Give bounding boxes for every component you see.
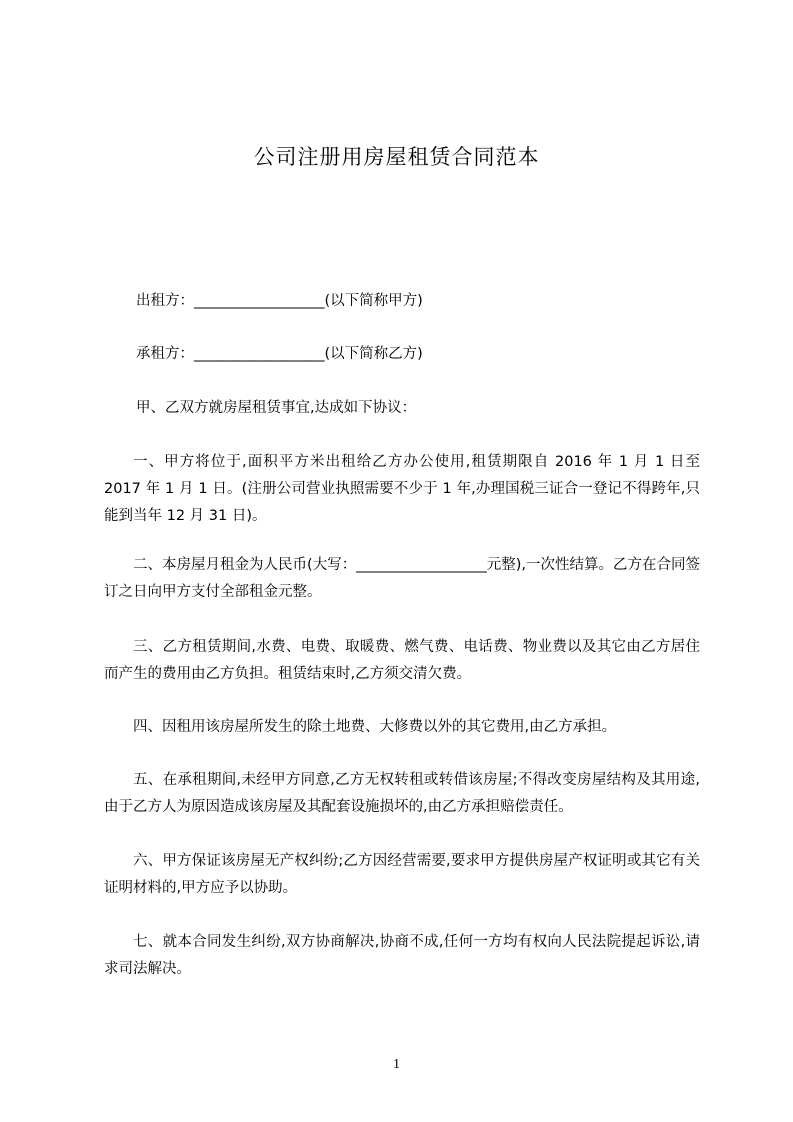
clause-5: 五、在承租期间,未经甲方同意,乙方无权转租或转借该房屋;不得改变房屋结构及其用途,由于乙方人为原因造成该房屋及其配套设施损坏的,由乙方承担赔偿责任。 <box>104 772 700 815</box>
clause-4: 四、因租用该房屋所发生的除土地费、大修费以外的其它费用,由乙方承担。 <box>133 719 617 735</box>
lessee-line: 承租方：__________________(以下简称乙方) <box>136 346 423 362</box>
intro-paragraph: 甲、乙双方就房屋租赁事宜,达成如下协议： <box>136 400 417 416</box>
clause-6: 六、甲方保证该房屋无产权纠纷;乙方因经营需要,要求甲方提供房屋产权证明或其它有关证明材料的,甲方应予以协助。 <box>104 853 700 896</box>
document-title: 公司注册用房屋租赁合同范本 <box>253 145 540 169</box>
page-number: 1 <box>393 1057 400 1072</box>
clause-2: 二、本房屋月租金为人民币(大写：__________________元整),一次性结算。乙方在合同签订之日向甲方支付全部租金元整。 <box>104 557 700 600</box>
clause-1: 一、甲方将位于,面积平方米出租给乙方办公使用,租赁期限自 2016 年 1 月 1 日至 2017 年 1 月 1 日。(注册公司营业执照需要不少于 1 年,办理国税三证合一登记不得跨年,只能到当年 12 月 31 日)。 <box>104 454 700 524</box>
lessor-line: 出租方：__________________(以下简称甲方) <box>136 293 423 309</box>
clause-3: 三、乙方租赁期间,水费、电费、取暖费、燃气费、电话费、物业费以及其它由乙方居住而产生的费用由乙方负担。租赁结束时,乙方须交清欠费。 <box>104 639 700 682</box>
clause-7: 七、就本合同发生纠纷,双方协商解决,协商不成,任何一方均有权向人民法院提起诉讼,请求司法解决。 <box>104 934 700 977</box>
